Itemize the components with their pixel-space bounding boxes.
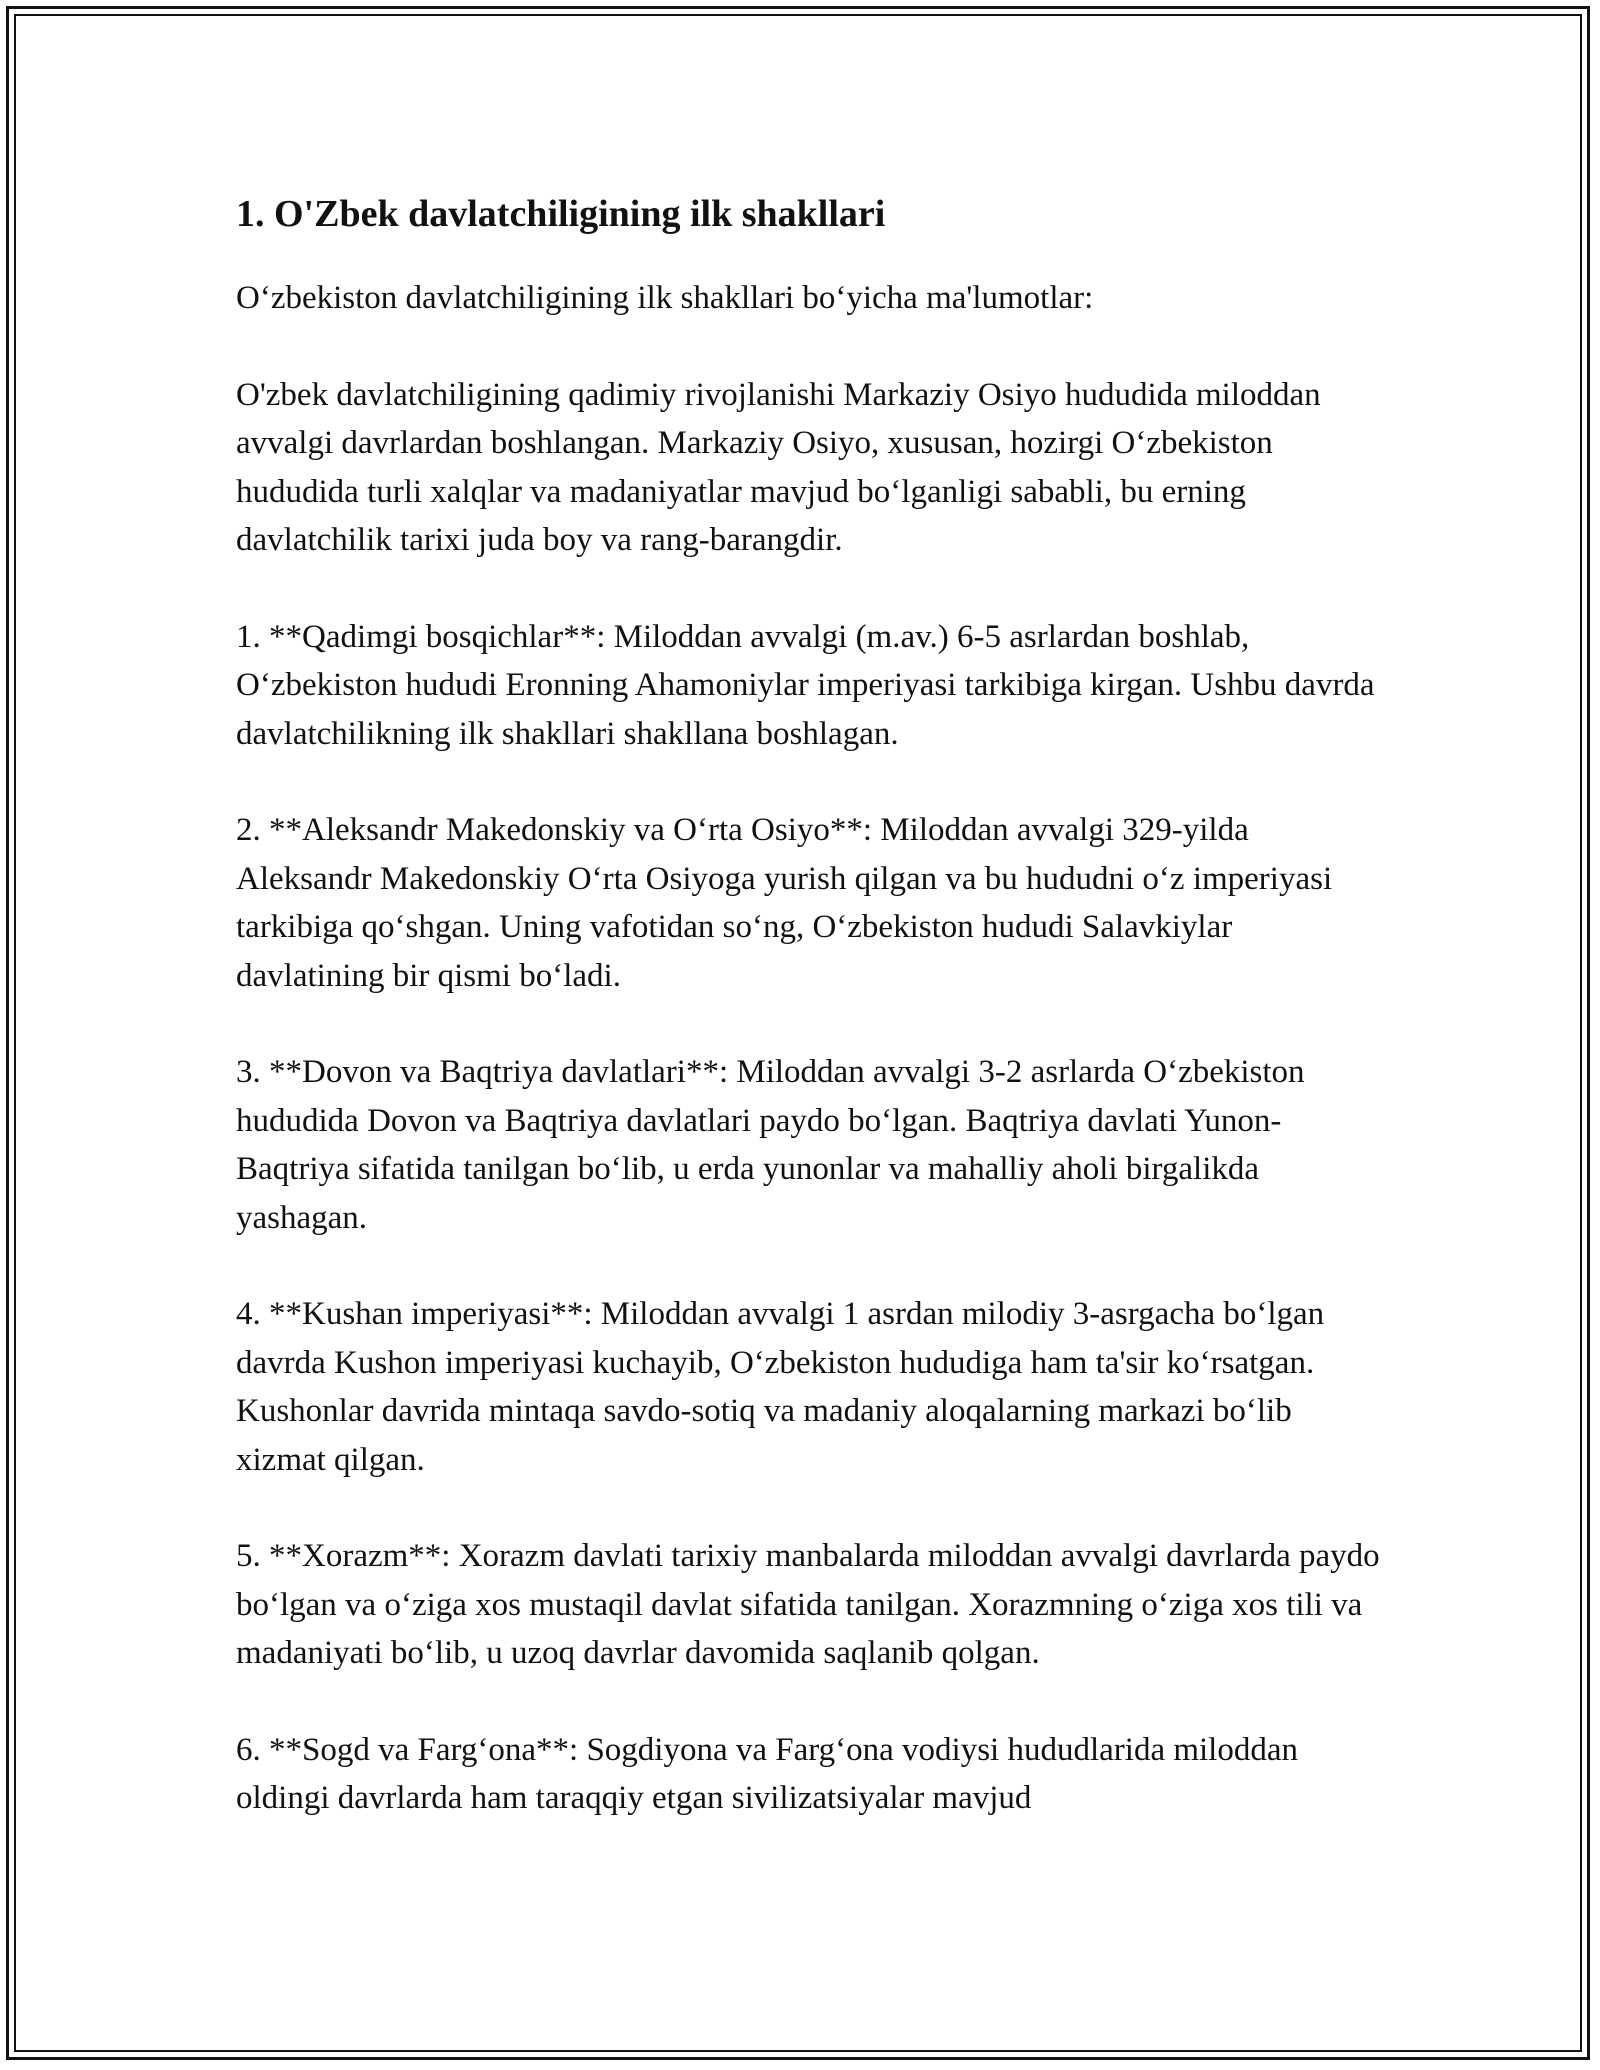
paragraph-overview: O'zbek davlatchiligining qadimiy rivojlanishi Markaziy Osiyo hududida miloddan avvalgi davrlardan boshlangan. Markaziy Osiyo, xususan, hozirgi O‘zbekiston hududida turli xalqlar va madaniyatlar mavjud bo‘lganligi sababli, bu erning davlatchilik tarixi juda boy va rang-barangdir. (236, 376, 1321, 558)
paragraph-dovon-baqtriya: 3. **Dovon va Baqtriya davlatlari**: Miloddan avvalgi 3-2 asrlarda O‘zbekiston hududida Dovon va Baqtriya davlatlari paydo bo‘lgan. Baqtriya davlati Yunon-Baqtriya sifatida tanilgan bo‘lib, u erda yunonlar va mahalliy aholi birgalikda yashagan. (236, 1054, 1305, 1236)
paragraph-kushan: 4. **Kushan imperiyasi**: Miloddan avvalgi 1 asrdan milodiy 3-asrgacha bo‘lgan davrda Kushon imperiyasi kuchayib, O‘zbekiston hududiga ham ta'sir ko‘rsatgan. Kushonlar davrida mintaqa savdo-sotiq va madaniy aloqalarning markazi bo‘lib xizmat qilgan. (236, 1296, 1325, 1478)
paragraph-xorazm: 5. **Xorazm**: Xorazm davlati tarixiy manbalarda miloddan avvalgi davrlarda paydo bo‘lgan va o‘ziga xos mustaqil davlat sifatida tanilgan. Xorazmning o‘ziga xos tili va madaniyati bo‘lib, u uzoq davrlar davomida saqlanib qolgan. (236, 1538, 1380, 1671)
paragraph-sogd-fargona: 6. **Sogd va Farg‘ona**: Sogdiyona va Farg‘ona vodiysi hududlarida miloddan oldingi davrlarda ham taraqqiy etgan sivilizatsiyalar mavjud (236, 1731, 1298, 1816)
intro-paragraph: O‘zbekiston davlatchiligining ilk shakllari bo‘yicha ma'lumotlar: (236, 280, 1094, 316)
paragraph-alexander: 2. **Aleksandr Makedonskiy va O‘rta Osiyo**: Miloddan avvalgi 329-yilda Aleksandr Makedonskiy O‘rta Osiyoga yurish qilgan va bu hududni o‘z imperiyasi tarkibiga qo‘shgan. Uning vafotidan so‘ng, O‘zbekiston hududi Salavkiylar davlatining bir qismi bo‘ladi. (236, 812, 1333, 994)
paragraph-ancient-stages: 1. **Qadimgi bosqichlar**: Miloddan avvalgi (m.av.) 6-5 asrlardan boshlab, O‘zbekiston hududi Eronning Ahamoniylar imperiyasi tarkibiga kirgan. Ushbu davrda davlatchilikning ilk shakllari shakllana boshlagan. (236, 618, 1375, 752)
document-title: 1. O'Zbek davlatchiligining ilk shakllari (236, 193, 886, 235)
document-body (236, 180, 1386, 1871)
